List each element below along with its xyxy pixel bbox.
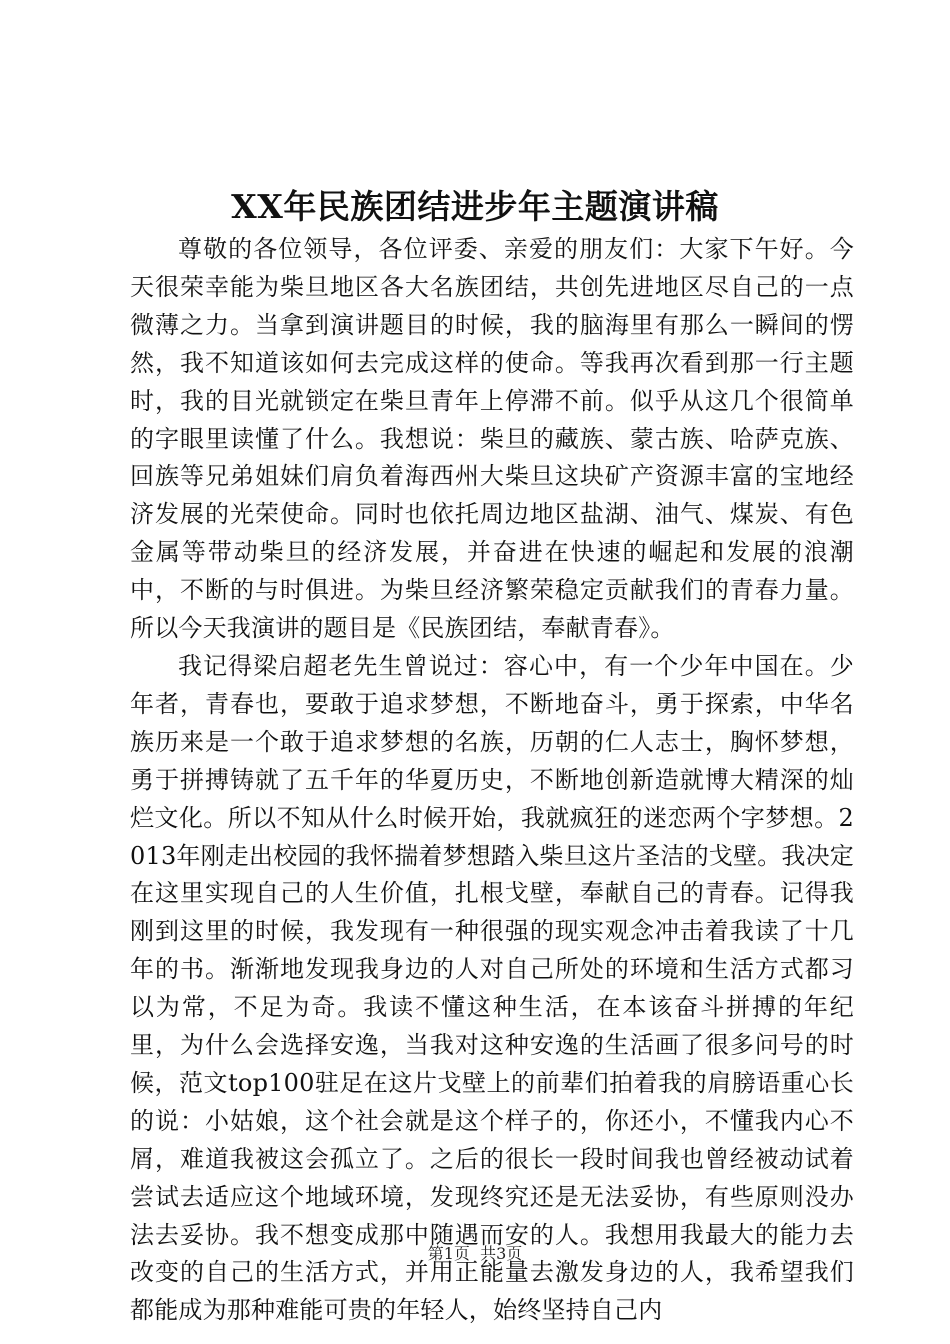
document-title: XX年民族团结进步年主题演讲稿 <box>231 187 719 226</box>
document-body <box>130 231 854 1330</box>
page-footer: 第1页 共3页 <box>427 1244 523 1263</box>
paragraph-1: 尊敬的各位领导，各位评委、亲爱的朋友们：大家下午好。今天很荣幸能为柴旦地区各大名族团结，共创先进地区尽自己的一点微薄之力。当拿到演讲题目的时候，我的脑海里有那么一瞬间的愣然，我不知道该如何去完成这样的使命。等我再次看到那一行主题时，我的目光就锁定在柴旦青年上停滞不前。似乎从这几个很简单的字眼里读懂了什么。我想说：柴旦的藏族、蒙古族、哈萨克族、回族等兄弟姐妹们肩负着海西州大柴旦这块矿产资源丰富的宝地经济发展的光荣使命。同时也依托周边地区盐湖、油气、煤炭、有色金属等带动柴旦的经济发展，并奋进在快速的崛起和发展的浪潮中，不断的与时俱进。为柴旦经济繁荣稳定贡献我们的青春力量。所以今天我演讲的题目是《民族团结，奉献青春》。 <box>130 235 854 643</box>
paragraph-2: 我记得梁启超老先生曾说过：容心中，有一个少年中国在。少年者，青春也，要敢于追求梦想，不断地奋斗，勇于探索，中华名族历来是一个敢于追求梦想的名族，历朝的仁人志士，胸怀梦想，勇于拼搏铸就了五千年的华夏历史，不断地创新造就博大精深的灿烂文化。所以不知从什么时候开始，我就疯狂的迷恋两个字梦想。2013年刚走出校园的我怀揣着梦想踏入柴旦这片圣洁的戈壁。我决定在这里实现自己的人生价值，扎根戈壁，奉献自己的青春。记得我刚到这里的时候，我发现有一种很强的现实观念冲击着我读了十几年的书。渐渐地发现我身边的人对自己所处的环境和生活方式都习以为常，不足为奇。我读不懂这种生活，在本该奋斗拼搏的年纪里，为什么会选择安逸，当我对这种安逸的生活画了很多问号的时候，范文top100驻足在这片戈壁上的前辈们拍着我的肩膀语重心长的说：小姑娘，这个社会就是这个样子的，你还小，不懂我内心不屑，难道我被这会孤立了。之后的很长一段时间我也曾经被动试着尝试去适应这个地域环境，发现终究还是无法妥协，有些原则没办法去妥协。我不想变成那中随遇而安的人。我想用我最大的能力去改变的自己的生活方式，并用正能量去激发身边的人，我希望我们都能成为那种难能可贵的年轻人，始终坚持自己内 <box>130 651 855 1325</box>
